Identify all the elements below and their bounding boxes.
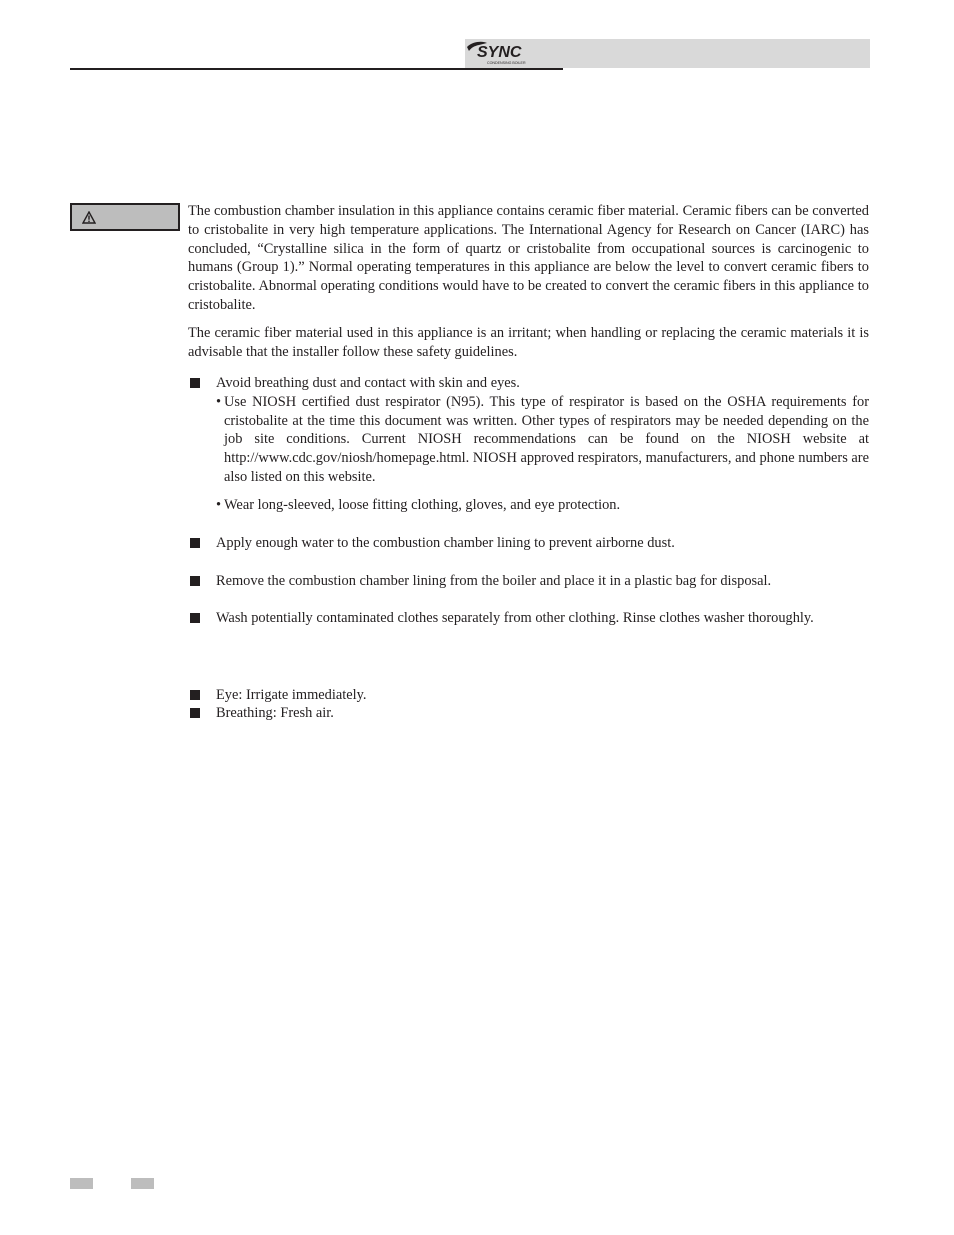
warning-triangle-icon [82,211,96,224]
bullet-square-icon [190,538,200,548]
logo-subtext: CONDENSING BOILER [487,61,526,65]
bullet-dot-icon: • [216,497,222,513]
paragraph-irritant: The ceramic fiber material used in this appliance is an irritant; when handling or replacing the ceramic materials it is advisable that the installer follow these safety guidelines. [188,324,869,360]
sync-logo [465,39,535,66]
warning-box [70,203,180,231]
sub-list-item: • Wear long-sleeved, loose fitting clothing, gloves, and eye protection. [216,497,621,513]
warning-body [188,202,869,361]
bullet-square-icon [190,613,200,623]
bullet-square-icon [190,378,200,388]
bullet-square-icon [190,576,200,586]
bullet-square-icon [190,690,200,700]
logo-text: SYNC [477,44,522,61]
bullet-dot-icon: • [216,393,222,410]
sub-list-item: • Use NIOSH certified dust respirator (N95). This type of respirator is based on the OSHA requirements for cristobalite at the time this document was written. Other types of respirators may be needed depending on the job site conditions. Current NIOSH recommendations can be found on the NIOSH website at http://www.cdc.gov/niosh/homepage.html. NIOSH approved respirators, manufacturers, and phone numbers are also listed on this website. [216,393,869,485]
header-rule [70,68,563,70]
bullet-square-icon [190,708,200,718]
footer-tab-left [70,1178,93,1189]
footer-tab-right [131,1178,154,1189]
paragraph-ceramic-fibers: The combustion chamber insulation in this appliance contains ceramic fiber material. Ceramic fibers can be converted to cristobalite in very high temperature applications. The International Agency for Research on Cancer (IARC) has concluded, “Crystalline silica in the form of quartz or cristobalite from occupational sources is carcinogenic to humans (Group 1).” Normal operating temperatures in this appliance are below the level to convert ceramic fibers to cristobalite. Abnormal operating conditions would have to be created to convert the ceramic fibers in this appliance to cristobalite. [188,203,869,313]
